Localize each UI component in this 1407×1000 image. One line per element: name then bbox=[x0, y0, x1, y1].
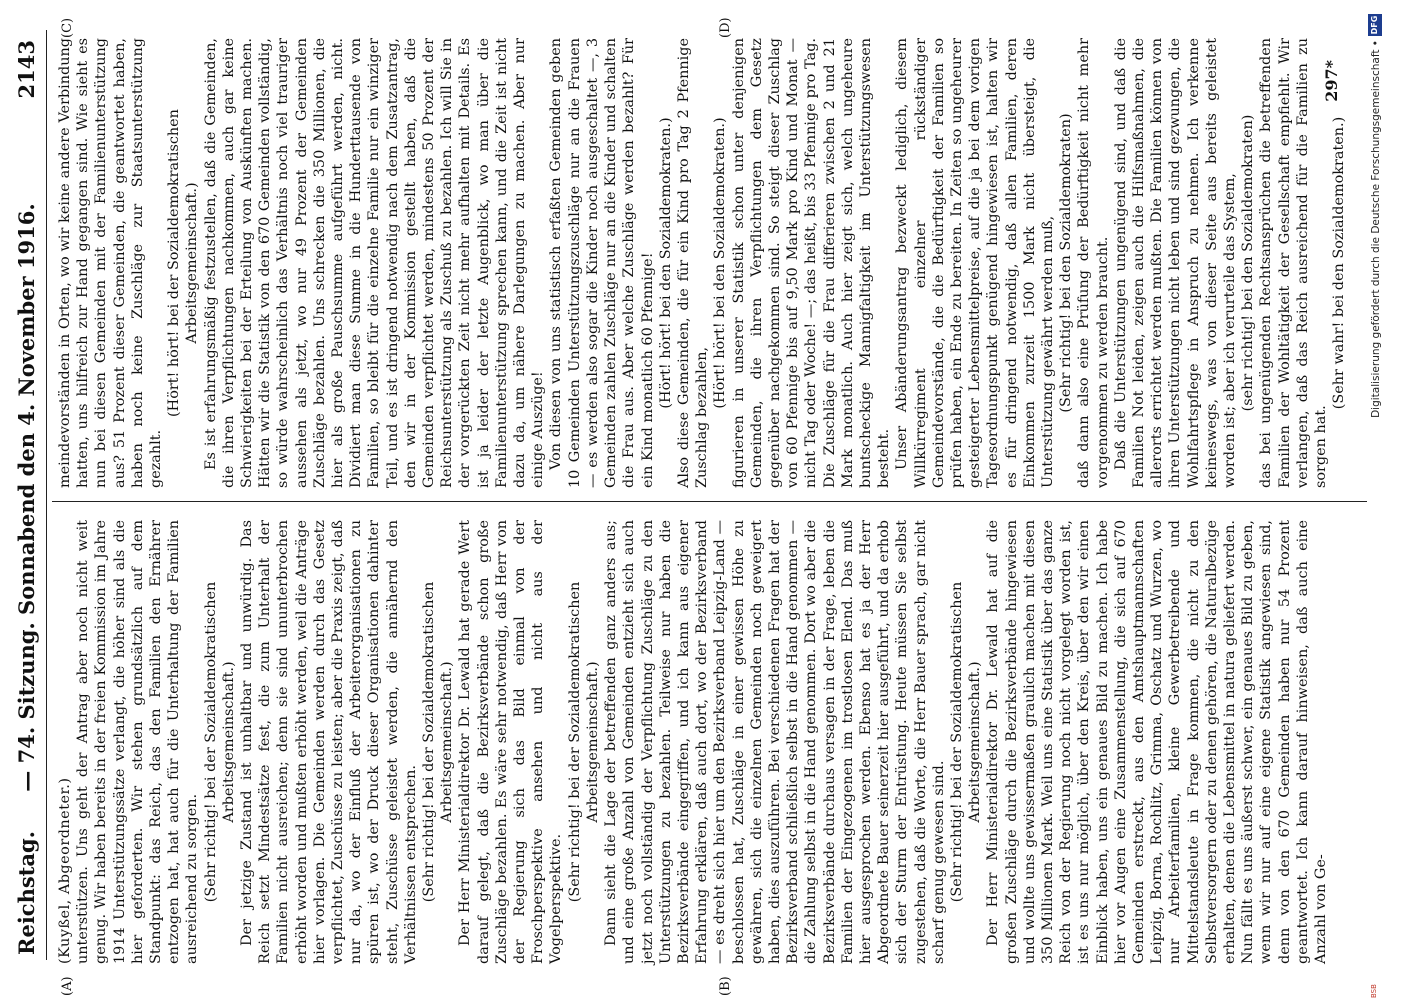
interjection: (Hört! hört! bei der Sozialdemokratischen Arbeitsgemeinschaft.) bbox=[166, 109, 201, 417]
paragraph: Es ist erfahrungsmäßig festzustellen, daß die Gemeinden, die ihren Verpflichtungen nachkommen, auch gar keine Schwierigkeiten bei der Erteilung von Auskünften machen. Hätten wir die Statistik von den 670 Gemeinden vollständig, so würde wahrscheinlich das Verhältnis noch viel trauriger aussehen als jetzt, wo nur 49 Prozent der Gemeinden Zuschläge bezahlen. Uns schrecken die 350 Millionen, die hier als große Pauschsumme aufgeführt werden, nicht. Dividiert man diese Summe in die Hunderttausende von Familien, so bleibt für die einzelne Familie nur ein winziger Teil, und es ist dringend notwendig nach dem Zusatzantrag, den wir in der Kommission gestellt haben, daß die Gemeinden verpflichtet werden, mindestens 50 Prozent der Reichsunterstützung als Zuschuß zu bezahlen. Ich will Sie in der vorgerückten Zeit nicht mehr aufhalten mit Details. Es ist ja leider der letzte Augenblick, wo man über die Familienunterstützung sprechen kann, und die Zeit ist nicht dazu da, um nähere Darlegungen zu machen. Aber nur einige Auszüge! bbox=[202, 38, 547, 488]
interjection: (Sehr wahr! bei den Sozialdemokraten.) bbox=[1331, 116, 1348, 410]
interjection: (Hört! hört! bei den Sozialdemokraten.) bbox=[712, 117, 729, 409]
paragraph: Unser Abänderungsantrag bezweckt lediglich, diesem Willkürregiment einzelner rückständiger Gemeindevorstände, die die Bedürftigkeit der Familien so prüfen haben, ein Ende zu bereiten. In Zeiten so ungeheurer gesteigerter Lebensmittelpreise, auf die ja bei dem vorigen Tagesordnungspunkt genügend hingewiesen ist, halten wir es für dringend notwendig, daß allen Familien, deren Einkommen zurzeit 1500 Mark nicht übersteigt, die Unterstützung gewährt werden muß, bbox=[894, 38, 1056, 488]
paragraph: daß dann also eine Prüfung der Bedürftigkeit nicht mehr vorgenommen zu werden braucht. bbox=[1076, 38, 1111, 488]
left-column bbox=[56, 520, 1330, 964]
speaker-tag: (Kuyßel, Abgeordneter.) bbox=[57, 777, 73, 964]
page-number: 2143 bbox=[14, 40, 39, 99]
paragraph: figurieren in unserer Statistik schon unter denjenigen Gemeinden, die ihren Verpflichtungen dem Gesetz gegenüber nachgekommen sind. So steigt dieser Zuschlag von 60 Pfennige bis auf 9,50 Mark pro Kind und Monat — nicht Tag oder Woche! —; das heißt, bis 33 Pfennige pro Tag. Die Zuschläge für die Frau differieren zwischen 2 und 21 Mark monatlich. Auch hier zeigt sich, welch ungeheure buntscheckige Mannigfaltigkeit im Unterstützungswesen besteht. bbox=[730, 38, 893, 488]
paragraph: Von diesen von uns statistisch erfaßten Gemeinden geben 10 Gemeinden Unterstützungszuschläge nur an die Frauen — es werden also sogar die Kinder noch ausgeschaltet —, 3 Gemeinden zahlen Zuschläge nur an die Kinder und schalten die Frau aus. Aber welche Zuschläge werden bezahlt? Für ein Kind monatlich 60 Pfennige! bbox=[548, 38, 656, 488]
paragraph: Der jetzige Zustand ist unhaltbar und unwürdig. Das Reich setzt Mindestsätze fest, die zum Unterhalt der Familien nicht ausreichen; denn sie sind ununterbrochen erhöht worden und mußten erhöht werden, weil die Anträge hier vorlagen. Die Gemeinden werden durch das Gesetz verpflichtet, Zuschüsse zu leisten; aber die Praxis zeigt, daß nur da, wo der Einfluß der Arbeiterorganisationen zu spüren ist, wo der Druck dieser Organisationen dahinter steht, Zuschüsse geleistet werden, die annähernd den Verhältnissen entsprechen. bbox=[239, 520, 419, 964]
digitization-strip bbox=[1350, 0, 1406, 1000]
header-left: Reichstag. bbox=[14, 831, 39, 955]
paragraph: meindevorständen in Orten, wo wir keine andere Verbindung hatten, uns hilfreich zur Hand gegangen sind. Wie sieht es nun bei diesen Gemeinden mit der Familienunterstützung aus? 51 Prozent dieser Gemeinden, die geantwortet haben, haben noch keine Zuschläge zur Staatsunterstützung gezahlt. bbox=[57, 38, 165, 488]
column-divider bbox=[52, 501, 1367, 502]
interjection: (sehr richtig! bei den Sozialdemokraten) bbox=[1240, 114, 1257, 412]
interjection: (Sehr richtig! bei der Sozialdemokratischen Arbeitsgemeinschaft.) bbox=[948, 581, 984, 903]
paragraph: unterstützen. Uns geht der Antrag aber noch nicht weit genug. Wir haben bereits in der freien Kommission im Jahre 1914 Unterstützungssätze verlangt, die höher sind als die hier geforderten. Wir stehen grundsätzlich auf dem Standpunkt: das Reich, das den Familien den Ernährer entzogen hat, hat auch für die Unterhaltung der Familien ausreichend zu sorgen. bbox=[75, 520, 201, 964]
page-header bbox=[14, 40, 42, 955]
paragraph: Der Herr Ministerialdirektor Dr. Lewald hat gerade Wert darauf gelegt, daß die Bezirksverbände schon große Zuschläge bezahlen. Es wäre sehr notwendig, daß Herr von der Regierung sich das Bild einmal von der Froschperspektive ansehen und nicht aus der Vogelperspektive. bbox=[457, 520, 565, 964]
paragraph: Dann sieht die Lage der betreffenden ganz anders aus; und eine große Anzahl von Gemeinden entzieht sich auch jetzt noch vollständig der Verpflichtung Zuschläge zu den Unterstützungen zu bezahlen. Teilweise nur haben die Bezirksverbände eingegriffen, und ich kann aus eigener Erfahrung erklären, daß auch dort, wo der Bezirksverband — es dreht sich hier um den Bezirksverband Leipzig-Land — beschlossen hat, Zuschläge in einer gewissen Höhe zu gewähren, sich die einzelnen Gemeinden noch geweigert haben, dies auszuführen. Bei verschiedenen Fragen hat der Bezirksverband schließlich selbst in die Hand genommen — die Zahlung selbst in die Hand genommen. Dort wo aber die Bezirksverbände durchaus versagen in der Frage, leben die Familien der Eingezogenen im trostlosen Elend. Das muß hier ausgesprochen werden. Ebenso hat es ja der Herr Abgeordnete Bauer seinerzeit hier ausgeführt, und da erhob sich der Sturm der Entrüstung. Heute müssen Sie selbst zugestehen, daß die Worte, die Herr Bauer sprach, gar nicht scharf genug gewesen sind. bbox=[603, 520, 947, 964]
paragraph: Der Herr Ministerialdirektor Dr. Lewald hat auf die großen Zuschläge durch die Bezirksverbände hingewiesen und wollte uns gewissermaßen graulich machen mit diesen 350 Millionen Mark. Weil uns eine Statistik über das ganze Reich von der Regierung noch nicht vorgelegt worden ist, ist es uns nur möglich, über den Kreis, über den wir einen Einblick haben, uns ein genaues Bild zu machen. Ich habe hier vor Augen eine Zusammenstellung, die sich auf 670 Gemeinden erstreckt, aus den Amtshauptmannschaften Leipzig, Borna, Rochlitz, Grimma, Oschatz und Wurzen, wo nur Arbeiterfamilien, kleine Gewerbetreibende und Mittelstandsleute in Frage kommen, die nicht zu den Selbstversorgern oder zu denen gehören, die Naturalbezüge erhalten, denen die Lebensmittel in natura geliefert werden. Nun fällt es uns äußerst schwer, ein genaues Bild zu geben, wenn wir nur auf eine eigene Statistik angewiesen sind, denn von den 670 Gemeinden haben nur 54 Prozent geantwortet. Ich kann darauf hinweisen, daß auch eine Anzahl von Ge- bbox=[985, 520, 1330, 964]
dfg-credit: Digitalisierung gefördert durch die Deutsche Forschungsgemeinschaft • bbox=[1370, 40, 1382, 418]
interjection: (Sehr richtig! bei der Sozialdemokratischen Arbeitsgemeinschaft.) bbox=[566, 581, 601, 903]
interjection: (Hört! hört! bei den Sozialdemokraten.) bbox=[657, 117, 674, 409]
margin-marker-a: (A) bbox=[60, 976, 75, 996]
margin-marker-c: (C) bbox=[60, 17, 75, 38]
header-center: — 74. Sitzung. Sonnabend den 4. November 1916. bbox=[14, 203, 39, 792]
sheet-number: 297* bbox=[1322, 60, 1341, 102]
right-column bbox=[56, 38, 1348, 488]
paragraph: Also diese Gemeinden, die für ein Kind pro Tag 2 Pfennige Zuschlag bezahlen, bbox=[675, 38, 711, 488]
paragraph: das bei ungenügenden Rechtsansprüchen die betreffenden Familien der Wohltätigkeit der Gesellschaft empfiehlt. Wir verlangen, daß das Reich ausreichend für die Familien zu sorgen hat. bbox=[1258, 38, 1330, 488]
bsb-mark: BSB bbox=[1370, 984, 1378, 998]
margin-marker-d: (D) bbox=[718, 17, 733, 38]
interjection: (Sehr richtig! bei den Sozialdemokraten) bbox=[1058, 113, 1075, 413]
margin-marker-b: (B) bbox=[718, 976, 733, 996]
interjection: (Sehr richtig! bei der Sozialdemokratischen Arbeitsgemeinschaft.) bbox=[202, 581, 237, 903]
interjection: (Sehr richtig! bei der Sozialdemokratischen Arbeitsgemeinschaft.) bbox=[421, 581, 456, 903]
dfg-logo: DFG bbox=[1368, 14, 1382, 36]
header-rule bbox=[46, 30, 47, 960]
paragraph: Daß die Unterstützungen ungenügend sind, und daß die Familien Not leiden, zeigen auch die Hilfsmaßnahmen, die allerorts errichtet werden mußten. Die Familien können von ihren Unterstützungen nicht leben und sind gezwungen, die Wohlfahrtspflege in Anspruch zu nehmen. Ich verkenne keineswegs, was von dieser Seite aus bereits geleistet worden ist; aber ich verurteile das System, bbox=[1112, 38, 1238, 488]
